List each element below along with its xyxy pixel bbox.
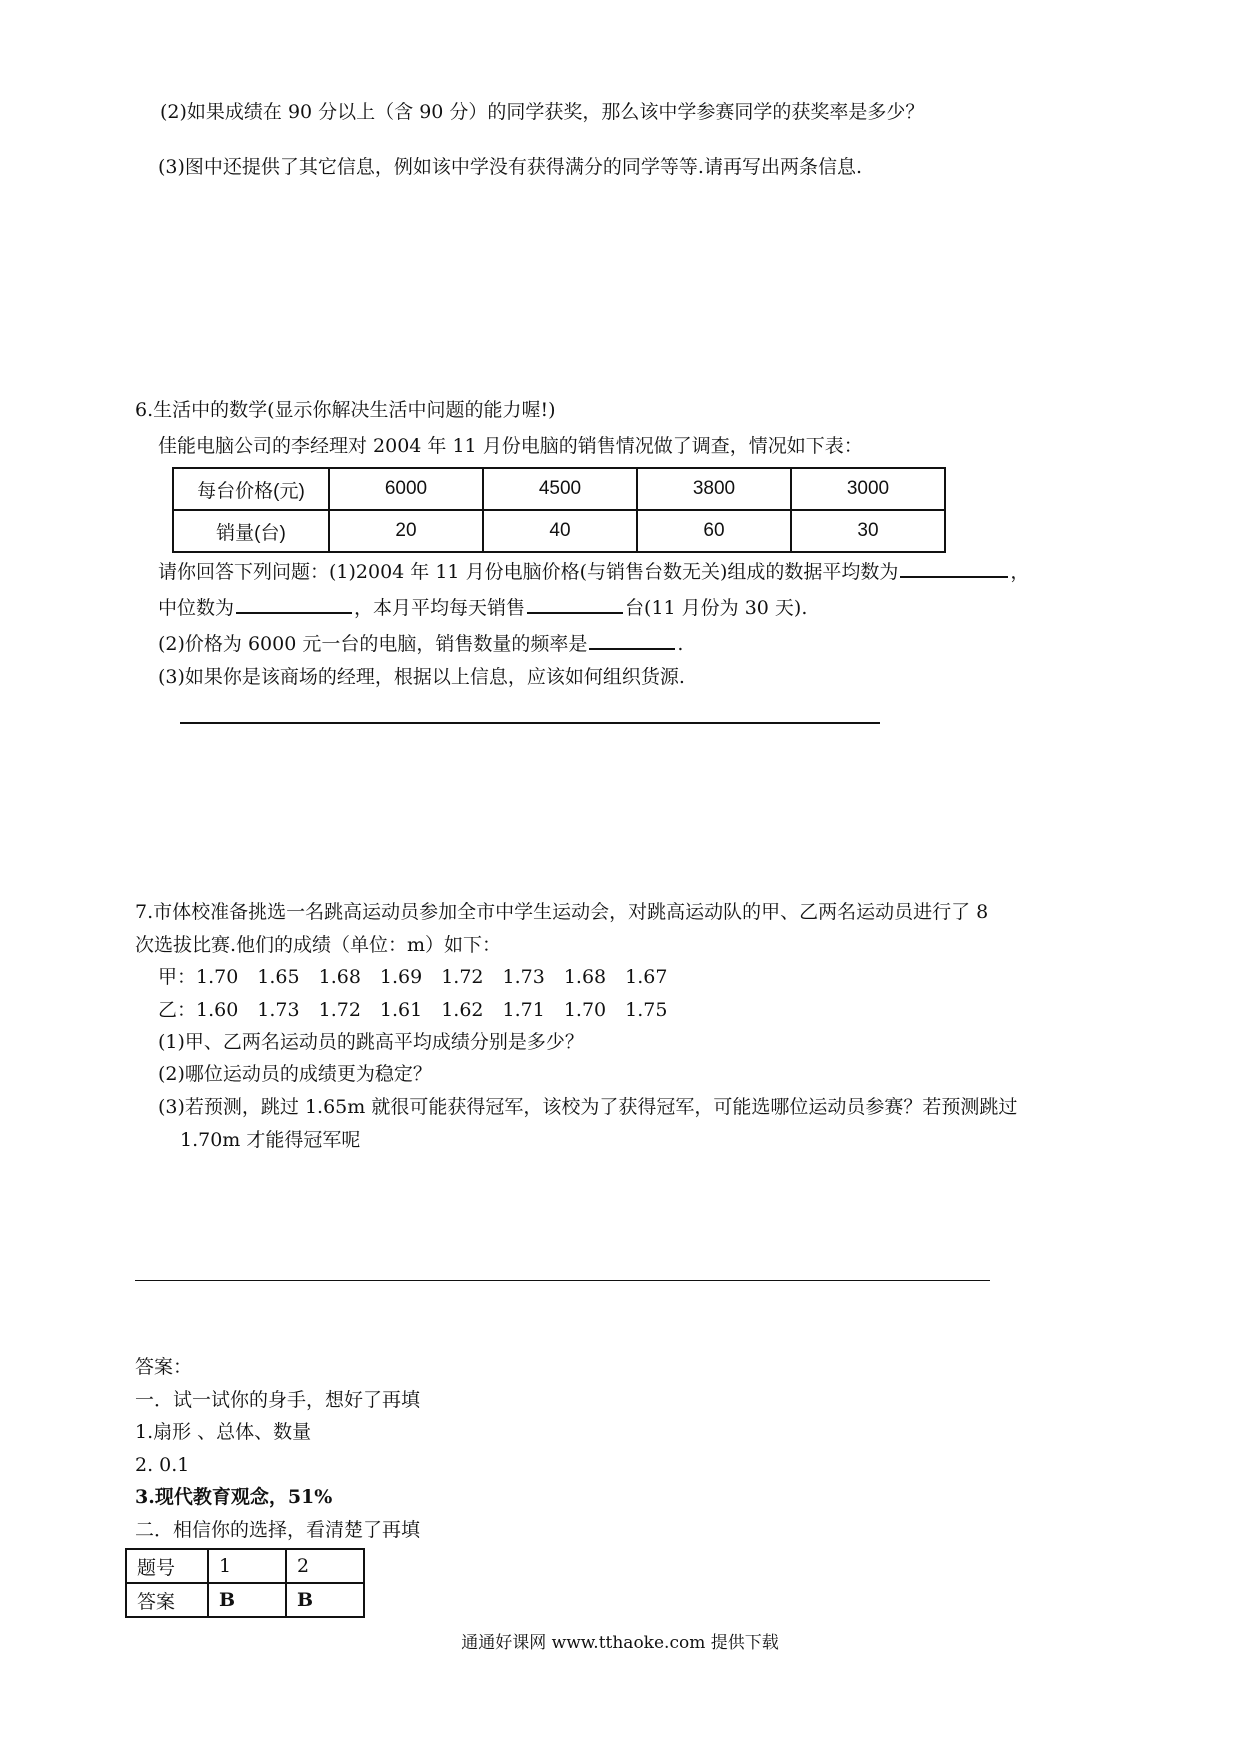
q6-intro: 佳能电脑公司的李经理对 2004 年 11 月份电脑的销售情况做了调查，情况如下表：: [158, 435, 863, 457]
q6-q1-text: 请你回答下列问题：(1)2004 年 11 月份电脑价格(与销售台数无关)组成的数据平均数为: [158, 561, 899, 583]
table-row: [126, 1583, 364, 1617]
table-cell: 2: [286, 1549, 364, 1583]
q6-q2-text: (2)价格为 6000 元一台的电脑，销售数量的频率是: [158, 633, 588, 655]
table-row: [173, 510, 945, 552]
separator-line: [135, 1280, 990, 1281]
table-cell: 60: [637, 510, 791, 552]
table-cell: 3000: [791, 468, 945, 510]
answer-1: 1.扇形 、总体、数量: [135, 1421, 312, 1443]
table-cell: 3800: [637, 468, 791, 510]
q7-p3a: (3)若预测，跳过 1.65m 就很可能获得冠军，该校为了获得冠军，可能选哪位运动员参赛？若预测跳过: [158, 1096, 1018, 1118]
q6-q1b-line: [158, 594, 807, 620]
table-row: [126, 1549, 364, 1583]
table-cell: 40: [483, 510, 637, 552]
q5-part3: (3)图中还提供了其它信息，例如该中学没有获得满分的同学等等.请再写出两条信息.: [158, 156, 862, 178]
answers-section2: 二．相信你的选择，看清楚了再填: [135, 1519, 421, 1541]
q6-q1-line: [158, 558, 1029, 584]
sales-table: [172, 467, 946, 553]
footer: 通通好课网 www.tthaoke.com 提供下载: [461, 1633, 779, 1653]
table-cell: 答案: [126, 1583, 208, 1617]
answers-heading: 答案：: [135, 1356, 193, 1378]
table-cell: B: [286, 1583, 364, 1617]
mean-answer-blank[interactable]: [900, 558, 1008, 578]
answer-2: 2. 0.1: [135, 1454, 190, 1476]
median-label: 中位数为: [158, 597, 235, 619]
answer-3: 3.现代教育观念，51%: [135, 1486, 333, 1508]
table-cell: 20: [329, 510, 483, 552]
q7-line2: 次选拔比赛.他们的成绩（单位：m）如下：: [135, 934, 502, 956]
table-cell: 4500: [483, 468, 637, 510]
table-cell: 6000: [329, 468, 483, 510]
q6-q2-line: [158, 630, 683, 656]
q7-p2: (2)哪位运动员的成绩更为稳定？: [158, 1063, 432, 1085]
q7-yi-scores: 乙：1.60 1.73 1.72 1.61 1.62 1.71 1.70 1.75: [158, 999, 668, 1021]
daily-sales-answer-blank[interactable]: [527, 594, 623, 614]
q6-title: 6.生活中的数学(显示你解决生活中问题的能力喔!): [135, 399, 556, 421]
daily-sales-label: ，本月平均每天销售: [354, 597, 526, 619]
q6-q1-end: ，: [1010, 561, 1030, 583]
answer-table: [125, 1548, 365, 1618]
daily-sales-unit: 台(11 月份为 30 天).: [625, 597, 808, 619]
q7-p3b: 1.70m 才能得冠军呢: [180, 1129, 361, 1151]
q6-answer-line[interactable]: [180, 722, 880, 724]
q6-q3: (3)如果你是该商场的经理，根据以上信息，应该如何组织货源.: [158, 666, 685, 688]
answers-section1: 一．试一试你的身手，想好了再填: [135, 1389, 421, 1411]
table-cell: 1: [208, 1549, 286, 1583]
q7-line1: 7.市体校准备挑选一名跳高运动员参加全市中学生运动会，对跳高运动队的甲、乙两名运动员进行了 8: [135, 901, 989, 923]
q7-jia-scores: 甲：1.70 1.65 1.68 1.69 1.72 1.73 1.68 1.67: [158, 966, 668, 988]
frequency-answer-blank[interactable]: [589, 630, 675, 650]
table-cell: 销量(台): [173, 510, 329, 552]
q6-q2-end: .: [677, 633, 684, 655]
q5-part2: (2)如果成绩在 90 分以上（含 90 分）的同学获奖，那么该中学参赛同学的获奖率是多少？: [160, 101, 925, 123]
table-row: [173, 468, 945, 510]
table-cell: B: [208, 1583, 286, 1617]
table-cell: 30: [791, 510, 945, 552]
median-answer-blank[interactable]: [236, 594, 352, 614]
table-cell: 题号: [126, 1549, 208, 1583]
q7-p1: (1)甲、乙两名运动员的跳高平均成绩分别是多少？: [158, 1031, 584, 1053]
table-cell: 每台价格(元): [173, 468, 329, 510]
